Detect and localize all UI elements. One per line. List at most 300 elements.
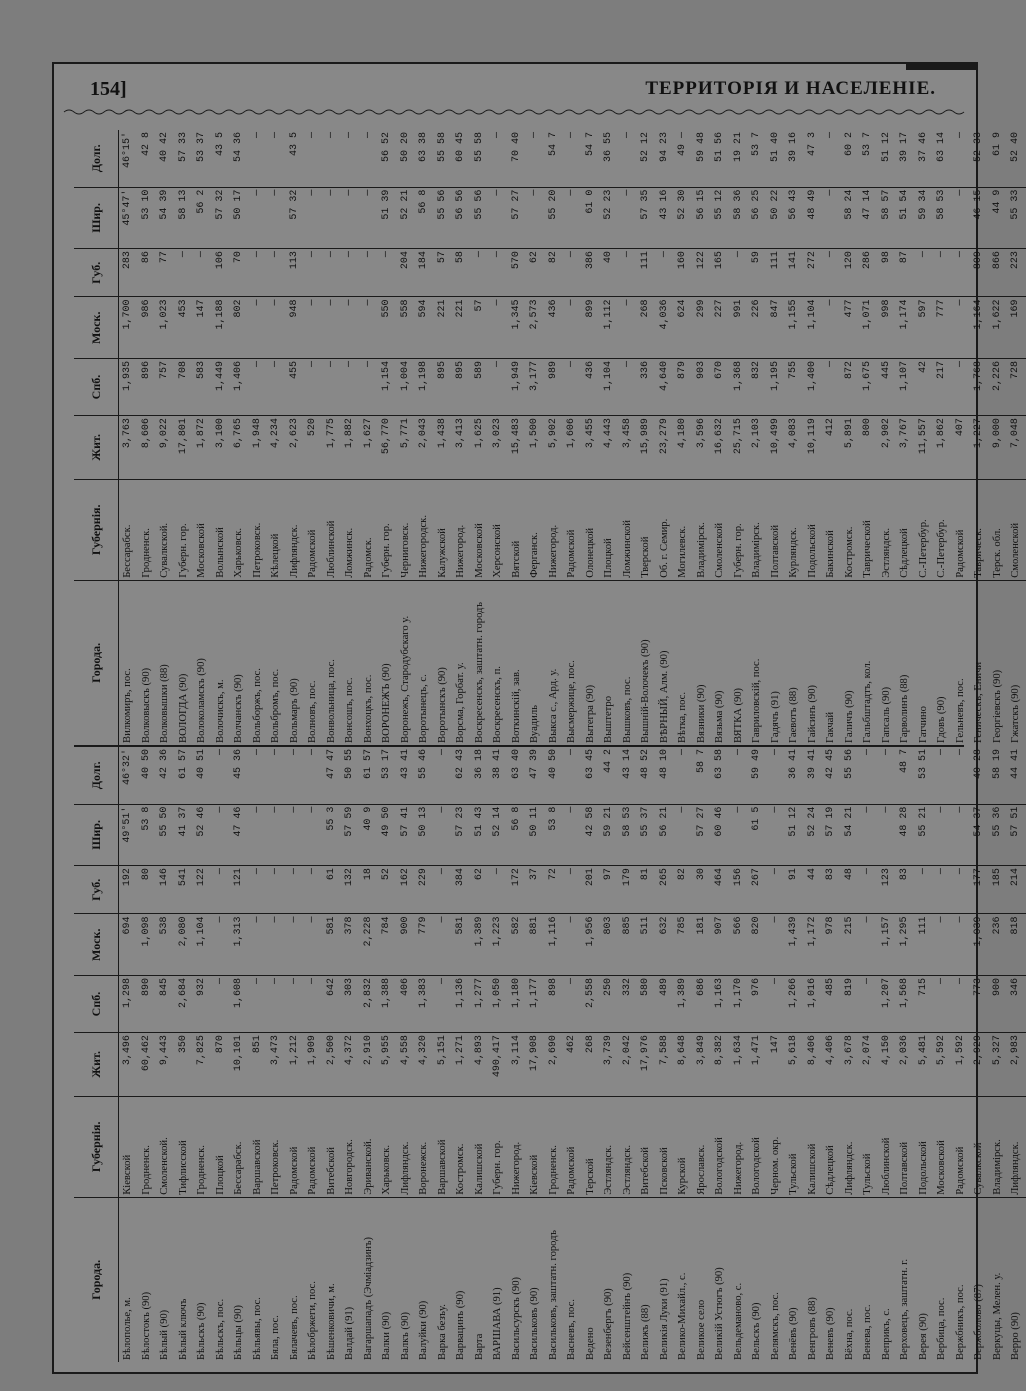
- table-row: [452, 747, 471, 1362]
- province-cell: Полтавской: [767, 479, 786, 580]
- table-row: [804, 747, 823, 1362]
- city-cell: Верховецъ, заштатн. г.: [899, 1259, 910, 1360]
- value-cell: —: [304, 747, 323, 804]
- value-cell: 4,406: [822, 1033, 841, 1097]
- value-cell: —: [323, 130, 342, 187]
- value-cell: —: [767, 747, 786, 804]
- table-row: [656, 747, 675, 1362]
- value-cell: 3,413: [452, 416, 471, 480]
- value-cell: 336: [637, 358, 656, 415]
- value-cell: —: [434, 975, 453, 1032]
- city-cell: Вонхоцкъ, пос.: [362, 674, 374, 743]
- value-cell: 520: [304, 416, 323, 480]
- city-cell: ВОЛОГДА (90): [177, 673, 189, 743]
- value-cell: —: [952, 975, 971, 1032]
- table-row: [267, 130, 286, 745]
- value-cell: 55 3: [323, 804, 342, 866]
- value-cell: 2,228: [360, 914, 379, 976]
- province-cell: Кѣлецкой: [267, 479, 286, 580]
- col-header: Моск.: [74, 914, 119, 976]
- value-cell: 58 57: [878, 187, 897, 249]
- value-cell: 1,368: [730, 358, 749, 415]
- value-cell: 221: [434, 297, 453, 359]
- city-cell: Гапсаль (90): [880, 686, 892, 743]
- province-cell: Эстляндск.: [878, 479, 897, 580]
- value-cell: 83: [822, 866, 841, 914]
- table-row: [434, 747, 453, 1362]
- rotated-table: [74, 132, 1021, 1362]
- province-cell: Кіевской: [119, 1096, 138, 1197]
- city-cell: Воскресенскъ, заштатн. городъ: [473, 602, 485, 743]
- city-cell: Гдовъ (90): [936, 696, 947, 743]
- col-header: Шир.: [74, 187, 119, 249]
- value-cell: 56 8: [508, 804, 527, 866]
- value-cell: —: [378, 249, 397, 297]
- value-cell: 57 59: [341, 804, 360, 866]
- value-cell: 1,935: [119, 358, 138, 415]
- value-cell: 36 41: [785, 747, 804, 804]
- value-cell: 30: [693, 866, 712, 914]
- value-cell: 227: [711, 297, 730, 359]
- value-cell: 23,279: [656, 416, 675, 480]
- province-cell: Сѣдлецкой: [822, 1096, 841, 1197]
- value-cell: 490,417: [489, 1033, 508, 1097]
- city-cell: ВОРОНЕЖЪ (90): [381, 663, 392, 743]
- city-cell: Вонсошъ, пос.: [344, 677, 355, 743]
- city-cell: Вонвольница, пос.: [325, 659, 337, 743]
- data-table-right: [74, 130, 1026, 745]
- city-cell: Воротынскъ (90): [436, 667, 448, 743]
- value-cell: 55 21: [915, 804, 934, 866]
- value-cell: 624: [674, 297, 693, 359]
- value-cell: —: [212, 804, 231, 866]
- value-cell: 58 53: [933, 187, 952, 249]
- value-cell: —: [563, 187, 582, 249]
- value-cell: 5,771: [397, 416, 416, 480]
- value-cell: 670: [711, 358, 730, 415]
- table-row: [249, 747, 268, 1362]
- value-cell: 899: [582, 297, 601, 359]
- value-cell: 97: [600, 866, 619, 914]
- value-cell: 16,632: [711, 416, 730, 480]
- province-cell: Гродненск.: [138, 1096, 157, 1197]
- table-row: [230, 130, 249, 745]
- value-cell: 728: [1007, 358, 1026, 415]
- city-cell: Ведено: [584, 1327, 596, 1360]
- value-cell: 847: [767, 297, 786, 359]
- value-cell: 58 7: [693, 747, 712, 804]
- province-cell: Плоцкой: [212, 1096, 231, 1197]
- value-cell: —: [859, 914, 878, 976]
- province-cell: Олонецкой: [582, 479, 601, 580]
- value-cell: —: [822, 249, 841, 297]
- value-cell: 4,150: [878, 1033, 897, 1097]
- province-cell: Полтавской: [896, 1096, 915, 1197]
- value-cell: 53 51: [915, 747, 934, 804]
- city-cell: Вейсенштейнъ (90): [621, 1272, 633, 1360]
- value-cell: 52: [378, 866, 397, 914]
- value-cell: 303: [341, 975, 360, 1032]
- value-cell: 58 53: [619, 804, 638, 866]
- value-cell: 384: [452, 866, 471, 914]
- value-cell: 17,976: [637, 1033, 656, 1097]
- value-cell: 1,388: [378, 975, 397, 1032]
- city-cell: Геническъ, Еничи: [973, 661, 984, 743]
- table-row: [341, 747, 360, 1362]
- value-cell: 5,618: [785, 1033, 804, 1097]
- value-cell: 755: [785, 358, 804, 415]
- city-cell: Варта: [473, 1333, 485, 1360]
- value-cell: 845: [156, 975, 175, 1032]
- value-cell: 43 5: [286, 130, 305, 187]
- value-cell: 10,499: [767, 416, 786, 480]
- city-cell: Бѣлый ключъ: [177, 1298, 189, 1360]
- value-cell: 1,439: [785, 914, 804, 976]
- value-cell: 1,104: [804, 297, 823, 359]
- province-cell: Гродненск.: [545, 1096, 564, 1197]
- value-cell: 581: [452, 914, 471, 976]
- table-row: [915, 747, 934, 1362]
- value-cell: 48: [841, 866, 860, 914]
- value-cell: 1,449: [212, 358, 231, 415]
- value-cell: 2,573: [526, 297, 545, 359]
- value-cell: 1,606: [563, 416, 582, 480]
- province-cell: Эстляндск.: [619, 1096, 638, 1197]
- table-row: [1007, 747, 1026, 1362]
- value-cell: 581: [323, 914, 342, 976]
- table-row: [267, 747, 286, 1362]
- city-cell: Вуадиль: [529, 705, 540, 743]
- value-cell: 1,592: [952, 1033, 971, 1097]
- col-header: Города.: [74, 1197, 119, 1362]
- value-cell: —: [286, 804, 305, 866]
- value-cell: 872: [841, 358, 860, 415]
- value-cell: —: [304, 975, 323, 1032]
- province-cell: Радомской: [952, 479, 971, 580]
- value-cell: 851: [249, 1033, 268, 1097]
- value-cell: 48 7: [896, 747, 915, 804]
- city-cell: Вержболово (87): [973, 1284, 984, 1360]
- table-row: [397, 130, 416, 745]
- value-cell: 57 41: [397, 804, 416, 866]
- value-cell: 56 43: [785, 187, 804, 249]
- city-cell: Вербица, пос.: [936, 1297, 947, 1360]
- value-cell: 1,071: [859, 297, 878, 359]
- value-cell: 2,910: [360, 1033, 379, 1097]
- value-cell: 40 50: [138, 747, 157, 804]
- table-row: [693, 130, 712, 745]
- value-cell: 63 40: [508, 747, 527, 804]
- value-cell: 818: [1007, 914, 1026, 976]
- value-cell: 18: [360, 866, 379, 914]
- province-cell: Нижегород.: [508, 1096, 527, 1197]
- value-cell: 98: [878, 249, 897, 297]
- value-cell: 1,177: [526, 975, 545, 1032]
- value-cell: —: [563, 914, 582, 976]
- value-cell: 61 9: [989, 130, 1008, 187]
- value-cell: 1,098: [138, 914, 157, 976]
- value-cell: 8,406: [804, 1033, 823, 1097]
- value-cell: 272: [804, 249, 823, 297]
- table-row: [526, 747, 545, 1362]
- value-cell: 1,266: [785, 975, 804, 1032]
- value-cell: 1,909: [304, 1033, 323, 1097]
- province-cell: Курляндск.: [785, 479, 804, 580]
- table-row: [545, 130, 564, 745]
- value-cell: 36 18: [471, 747, 490, 804]
- table-row: [360, 747, 379, 1362]
- province-cell: Лифляндск.: [841, 1096, 860, 1197]
- city-cell: Бѣлостокъ (90): [140, 1291, 152, 1360]
- value-cell: —: [304, 914, 323, 976]
- table-row: [415, 747, 434, 1362]
- value-cell: —: [212, 914, 231, 976]
- value-cell: 51 12: [878, 130, 897, 187]
- province-cell: Плоцкой: [600, 479, 619, 580]
- value-cell: 2,226: [989, 358, 1008, 415]
- value-cell: 896: [138, 358, 157, 415]
- table-right-half: [74, 130, 1021, 747]
- province-cell: Нижегород.: [730, 1096, 749, 1197]
- value-cell: 38 41: [489, 747, 508, 804]
- table-row: [878, 130, 897, 745]
- province-cell: Лифляндск.: [286, 479, 305, 580]
- table-row: [304, 747, 323, 1362]
- value-cell: 2,074: [859, 1033, 878, 1097]
- value-cell: —: [212, 975, 231, 1032]
- table-row: [970, 130, 989, 745]
- value-cell: —: [878, 747, 897, 804]
- value-cell: 83: [896, 866, 915, 914]
- city-cell: Вязники (90): [695, 684, 707, 743]
- value-cell: 948: [286, 297, 305, 359]
- value-cell: —: [915, 249, 934, 297]
- value-cell: 4,640: [656, 358, 675, 415]
- value-cell: —: [323, 187, 342, 249]
- value-cell: 81: [637, 866, 656, 914]
- value-cell: 111: [767, 249, 786, 297]
- value-cell: 6,765: [230, 416, 249, 480]
- value-cell: 890: [138, 975, 157, 1032]
- col-header: Губернія.: [74, 1096, 119, 1197]
- value-cell: 2,500: [323, 1033, 342, 1097]
- value-cell: 978: [822, 914, 841, 976]
- value-cell: —: [952, 358, 971, 415]
- province-cell: Радомской: [304, 479, 323, 580]
- value-cell: 61 5: [748, 804, 767, 866]
- value-cell: 123: [878, 866, 897, 914]
- table-row: [138, 747, 157, 1362]
- value-cell: 2,983: [1007, 1033, 1026, 1097]
- value-cell: 3,458: [619, 416, 638, 480]
- value-cell: 3,023: [489, 416, 508, 480]
- value-cell: 50 13: [415, 804, 434, 866]
- value-cell: 800: [859, 416, 878, 480]
- value-cell: 1,383: [415, 975, 434, 1032]
- value-cell: 1,188: [212, 297, 231, 359]
- value-cell: —: [563, 358, 582, 415]
- value-cell: 2,902: [878, 416, 897, 480]
- value-cell: 820: [748, 914, 767, 976]
- value-cell: 1,157: [878, 914, 897, 976]
- value-cell: 694: [119, 914, 138, 976]
- table-row: [508, 747, 527, 1362]
- value-cell: 56 15: [693, 187, 712, 249]
- value-cell: 1,768: [970, 358, 989, 415]
- city-cell: Галичъ (90): [843, 690, 855, 743]
- value-cell: 558: [397, 297, 416, 359]
- table-row: [471, 747, 490, 1362]
- value-cell: —: [859, 747, 878, 804]
- value-cell: 204: [397, 249, 416, 297]
- value-cell: 1,174: [896, 297, 915, 359]
- province-cell: Варшавской: [249, 1096, 268, 1197]
- table-row: [175, 747, 194, 1362]
- province-cell: Смоленской: [711, 479, 730, 580]
- table-row: [286, 130, 305, 745]
- value-cell: —: [489, 249, 508, 297]
- value-cell: 58 19: [989, 747, 1008, 804]
- value-cell: —: [915, 866, 934, 914]
- value-cell: —: [489, 187, 508, 249]
- value-cell: 1,104: [600, 358, 619, 415]
- value-cell: 895: [452, 358, 471, 415]
- value-cell: 903: [693, 358, 712, 415]
- value-cell: —: [619, 249, 638, 297]
- city-cell: ВЯТКА (90): [732, 687, 744, 743]
- table-row: [397, 747, 416, 1362]
- value-cell: 60 2: [841, 130, 860, 187]
- value-cell: 56 2: [193, 187, 212, 249]
- value-cell: 52 12: [637, 130, 656, 187]
- value-cell: 17,801: [175, 416, 194, 480]
- value-cell: 58 13: [175, 187, 194, 249]
- col-header: Долг.: [74, 130, 119, 187]
- value-cell: 1,438: [434, 416, 453, 480]
- table-row: [767, 747, 786, 1362]
- value-cell: —: [434, 804, 453, 866]
- province-cell: Нижегородск.: [415, 479, 434, 580]
- value-cell: 39 17: [896, 130, 915, 187]
- province-cell: Тверской: [637, 479, 656, 580]
- value-cell: 37 46: [915, 130, 934, 187]
- value-cell: —: [822, 130, 841, 187]
- province-cell: Владимірск.: [748, 479, 767, 580]
- table-row: [508, 130, 527, 745]
- table-row: [804, 130, 823, 745]
- value-cell: 1,634: [730, 1033, 749, 1097]
- value-cell: 9,022: [156, 416, 175, 480]
- table-row: [212, 130, 231, 745]
- value-cell: 52 33: [970, 130, 989, 187]
- value-cell: 2,623: [286, 416, 305, 480]
- value-cell: 59: [748, 249, 767, 297]
- value-cell: 1,400: [804, 358, 823, 415]
- value-cell: —: [619, 130, 638, 187]
- value-cell: 56 25: [748, 187, 767, 249]
- value-cell: 1,295: [896, 914, 915, 976]
- value-cell: 4,180: [674, 416, 693, 480]
- province-cell: Губерн. гор.: [730, 479, 749, 580]
- value-cell: 179: [619, 866, 638, 914]
- value-cell: 632: [656, 914, 675, 976]
- province-cell: Московской: [471, 479, 490, 580]
- table-row: [859, 747, 878, 1362]
- value-cell: 406: [397, 975, 416, 1032]
- table-row: [822, 747, 841, 1362]
- value-cell: 5,902: [545, 416, 564, 480]
- value-cell: —: [952, 804, 971, 866]
- value-cell: —: [526, 130, 545, 187]
- value-cell: 53 7: [859, 130, 878, 187]
- page-title: ТЕРРИТОРІЯ И НАСЕЛЕНІЕ.: [645, 78, 936, 99]
- province-cell: Бакинской: [822, 479, 841, 580]
- table-row: [563, 130, 582, 745]
- value-cell: 1,882: [341, 416, 360, 480]
- city-cell: Вилкомиръ, пос.: [122, 668, 133, 743]
- city-cell: Ворсма, Горбат. у.: [455, 662, 466, 743]
- city-cell: Вольмаръ (90): [288, 678, 300, 743]
- value-cell: —: [730, 747, 749, 804]
- province-cell: Харьковск.: [378, 1096, 397, 1197]
- province-cell: Калишской: [804, 1096, 823, 1197]
- value-cell: 36 55: [600, 130, 619, 187]
- table-row: [600, 130, 619, 745]
- province-cell: Подольской: [804, 479, 823, 580]
- value-cell: 332: [619, 975, 638, 1032]
- value-cell: 785: [674, 914, 693, 976]
- value-cell: 201: [582, 866, 601, 914]
- city-cell: Васильковъ, заштатн. городъ: [547, 1229, 559, 1360]
- table-row: [693, 747, 712, 1362]
- value-cell: —: [619, 297, 638, 359]
- value-cell: —: [563, 804, 582, 866]
- value-cell: 4,320: [415, 1033, 434, 1097]
- value-cell: 1,500: [526, 416, 545, 480]
- header-row: [74, 130, 119, 745]
- value-cell: —: [434, 747, 453, 804]
- value-cell: 42: [915, 358, 934, 415]
- col-header: Спб.: [74, 975, 119, 1032]
- col-header: Губ.: [74, 249, 119, 297]
- value-cell: 3,177: [526, 358, 545, 415]
- province-cell: Радомск.: [360, 479, 379, 580]
- value-cell: 1,136: [452, 975, 471, 1032]
- value-cell: 464: [711, 866, 730, 914]
- city-cell: Великія Луки (91): [658, 1278, 670, 1360]
- value-cell: 1,016: [804, 975, 823, 1032]
- value-cell: 56 21: [656, 804, 675, 866]
- value-cell: 62: [471, 866, 490, 914]
- province-cell: Люблинской: [323, 479, 342, 580]
- value-cell: 40 50: [545, 747, 564, 804]
- value-cell: 2,832: [360, 975, 379, 1032]
- value-cell: 49°51': [119, 804, 138, 866]
- value-cell: 989: [545, 358, 564, 415]
- value-cell: 41 37: [175, 804, 194, 866]
- value-cell: 55 36: [989, 804, 1008, 866]
- table-row: [600, 747, 619, 1362]
- value-cell: —: [286, 747, 305, 804]
- value-cell: 1,172: [804, 914, 823, 976]
- value-cell: 80: [138, 866, 157, 914]
- value-cell: 1,277: [471, 975, 490, 1032]
- value-cell: 52 14: [489, 804, 508, 866]
- value-cell: 1,872: [193, 416, 212, 480]
- value-cell: 1,212: [286, 1033, 305, 1097]
- city-cell: Великое село: [695, 1299, 707, 1360]
- value-cell: —: [323, 358, 342, 415]
